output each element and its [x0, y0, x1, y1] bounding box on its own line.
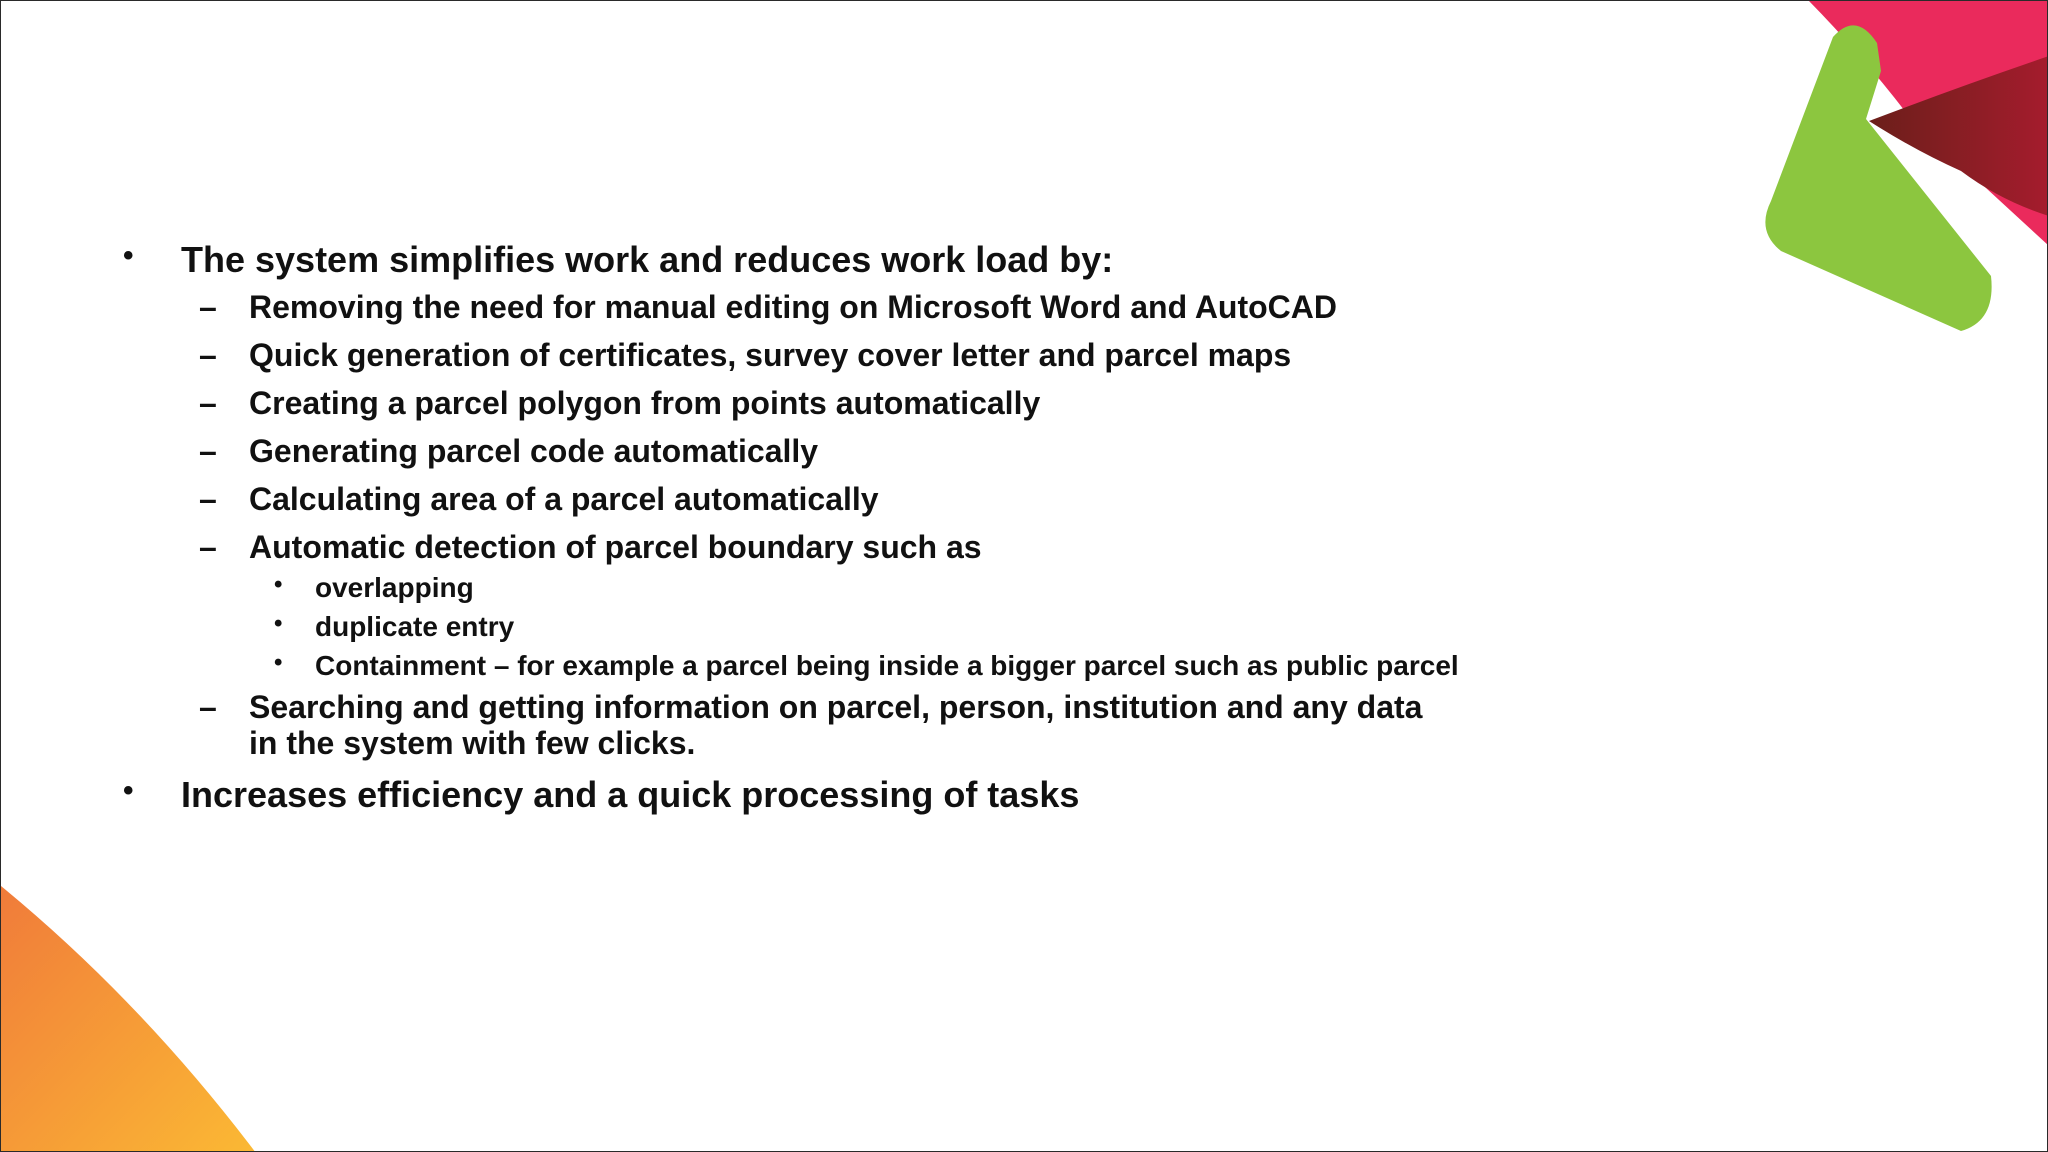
slide-content — [119, 239, 1459, 816]
bullet-text: Increases efficiency and a quick processing of tasks — [181, 774, 1080, 816]
dash-marker: – — [199, 528, 217, 565]
sub-bullet-text: Calculating area of a parcel automatically — [249, 480, 879, 517]
bullet-marker: • — [123, 774, 134, 808]
sub-sub-bullet-text: Containment – for example a parcel being inside a bigger parcel such as public parcel — [315, 649, 1459, 681]
bullet-marker: • — [274, 571, 283, 599]
dash-marker: – — [199, 337, 217, 374]
sub-sub-bullet-text: duplicate entry — [315, 611, 515, 643]
bullet-marker: • — [274, 648, 283, 676]
sub-sub-bullet — [119, 573, 1419, 604]
magenta-shape — [1809, 1, 2048, 246]
dash-marker: – — [199, 688, 217, 725]
sub-bullet — [119, 530, 1419, 566]
bullet-marker: • — [274, 610, 283, 638]
bullet-text: The system simplifies work and reduces work load by: — [181, 239, 1114, 280]
dash-marker: – — [199, 432, 217, 469]
bullet-level1 — [119, 239, 1419, 280]
green-arrow-shape — [1765, 25, 1991, 331]
sub-bullet-text: Removing the need for manual editing on Microsoft Word and AutoCAD — [249, 289, 1337, 326]
sub-bullet-text: Generating parcel code automatically — [249, 432, 819, 469]
sub-bullet — [119, 290, 1419, 326]
dash-marker: – — [199, 480, 217, 517]
sub-bullet — [119, 338, 1419, 374]
sub-sub-bullet — [119, 612, 1419, 643]
bullet-level1 — [119, 774, 1419, 815]
sub-bullet — [119, 482, 1419, 518]
sub-bullet — [119, 386, 1419, 422]
sub-bullet-text: Searching and getting information on parcel, person, institution and any data in the system with few clicks. — [249, 688, 1423, 761]
sub-bullet — [119, 434, 1419, 470]
dash-marker: – — [199, 385, 217, 422]
sub-sub-bullet-text: overlapping — [315, 572, 474, 604]
sub-bullet-text: Automatic detection of parcel boundary such as — [249, 528, 982, 565]
dash-marker: – — [199, 289, 217, 326]
bullet-marker: • — [123, 239, 134, 272]
sub-bullet — [119, 690, 1449, 762]
sub-bullet-text: Quick generation of certificates, survey cover letter and parcel maps — [249, 337, 1292, 374]
sub-bullet-text: Creating a parcel polygon from points automatically — [249, 385, 1041, 422]
sub-sub-bullet — [119, 648, 1465, 682]
orange-corner-shape — [1, 886, 256, 1152]
dark-red-band — [1869, 56, 2048, 216]
